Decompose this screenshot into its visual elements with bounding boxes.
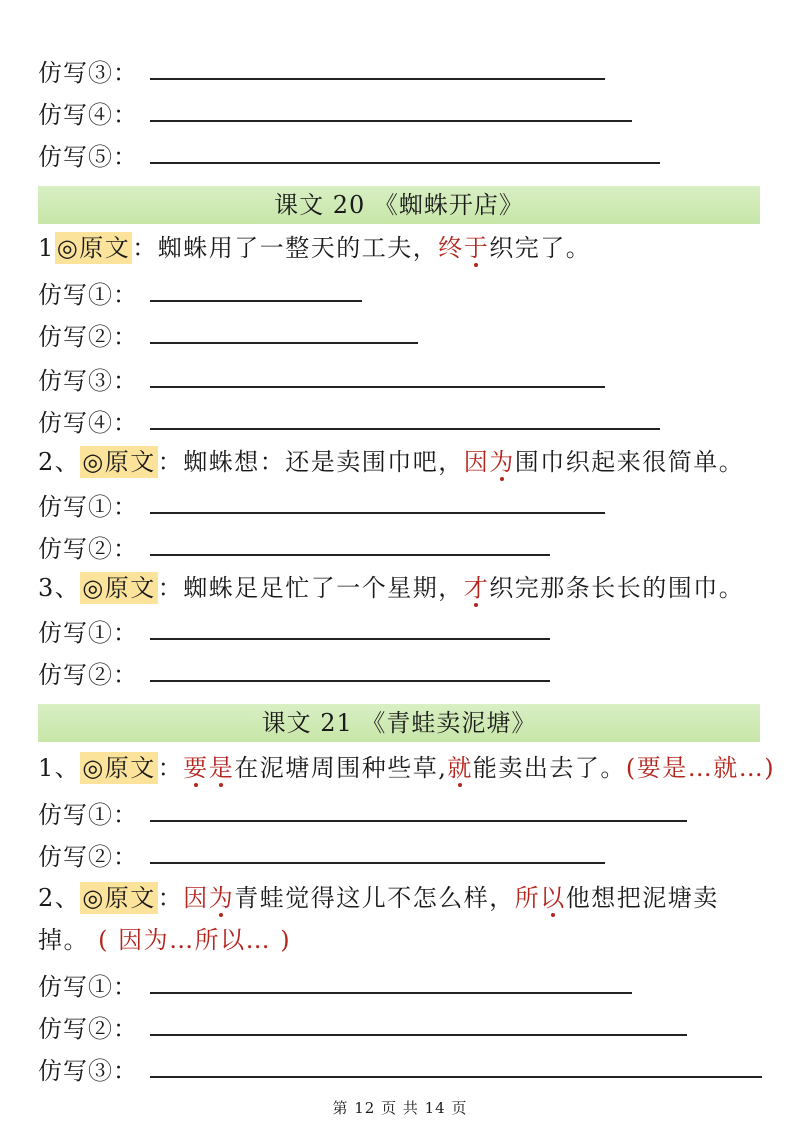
imitate-label: 仿写①： xyxy=(38,801,138,829)
imitate-label: 仿写②： xyxy=(38,1015,138,1043)
imitate-label: 仿写③： xyxy=(38,367,138,395)
lesson-20-header: 课文 20 《蜘蛛开店》 xyxy=(38,186,760,224)
lesson-21-header: 课文 21 《青蛙卖泥塘》 xyxy=(38,704,760,742)
imitate-line xyxy=(38,48,605,88)
answer-line[interactable] xyxy=(150,512,605,514)
imitate-label: 仿写①： xyxy=(38,619,138,647)
imitate-line xyxy=(38,1004,687,1044)
answer-line[interactable] xyxy=(150,992,632,994)
imitate-line xyxy=(38,608,550,648)
imitate-line xyxy=(38,482,605,522)
original-tag: ◎原文 xyxy=(82,884,156,912)
imitate-label: 仿写①： xyxy=(38,281,138,309)
imitate-label: 仿写②： xyxy=(38,323,138,351)
imitate-line xyxy=(38,790,687,830)
pattern-hint: ( 因为…所以… ) xyxy=(98,926,292,954)
original-tag: ◎原文 xyxy=(82,754,156,782)
keyword-dotted: 为 xyxy=(208,884,235,912)
original-tag: ◎原文 xyxy=(82,574,156,602)
imitate-line xyxy=(38,1046,762,1086)
imitate-label: 仿写②： xyxy=(38,535,138,563)
imitate-label: 仿写④： xyxy=(38,409,138,437)
lesson-20-sentence-2: 2、◎原文：蜘蛛想：还是卖围巾吧，因为围巾织起来很简单。 xyxy=(38,448,745,476)
imitate-line xyxy=(38,270,362,310)
answer-line[interactable] xyxy=(150,386,605,388)
page-footer: 第 12 页 共 14 页 xyxy=(332,1099,468,1117)
imitate-label: 仿写③： xyxy=(38,59,138,87)
answer-line[interactable] xyxy=(150,554,550,556)
keyword-dotted: 为 xyxy=(489,448,515,476)
lesson-20-sentence-1: 1◎原文：蜘蛛用了一整天的工夫，终于织完了。 xyxy=(38,234,592,262)
imitate-line xyxy=(38,132,660,172)
keyword: 所 xyxy=(514,884,541,912)
lesson-21-sentence-2: 2、◎原文：因为青蛙觉得这儿不怎么样，所以他想把泥塘卖 xyxy=(38,884,719,912)
answer-line[interactable] xyxy=(150,342,418,344)
keyword: 终 xyxy=(438,234,464,262)
keyword: 因 xyxy=(183,884,209,912)
keyword: 因 xyxy=(463,448,490,476)
imitate-line xyxy=(38,312,418,352)
imitate-label: 仿写④： xyxy=(38,101,138,129)
keyword-dotted: 要 xyxy=(183,754,209,782)
answer-line[interactable] xyxy=(150,1076,762,1078)
keyword-dotted: 以 xyxy=(540,884,566,912)
imitate-line xyxy=(38,962,632,1002)
imitate-line xyxy=(38,650,550,690)
answer-line[interactable] xyxy=(150,638,550,640)
original-tag: ◎原文 xyxy=(56,234,131,262)
imitate-label: 仿写③： xyxy=(38,1057,138,1085)
answer-line[interactable] xyxy=(150,162,660,164)
imitate-line xyxy=(38,398,660,438)
imitate-line xyxy=(38,832,605,872)
answer-line[interactable] xyxy=(150,78,605,80)
answer-line[interactable] xyxy=(150,820,687,822)
lesson-21-sentence-2-cont: 掉。 ( 因为…所以… ) xyxy=(38,926,292,954)
answer-line[interactable] xyxy=(150,300,362,302)
pattern-hint: (要是…就…) xyxy=(625,754,776,782)
imitate-line xyxy=(38,524,550,564)
keyword-dotted: 才 xyxy=(463,574,490,602)
imitate-line xyxy=(38,90,632,130)
lesson-21-sentence-1: 1、◎原文：要是在泥塘周围种些草,就能卖出去了。(要是…就…) xyxy=(38,754,776,782)
imitate-label: 仿写⑤： xyxy=(38,143,138,171)
keyword-dotted: 就 xyxy=(447,754,473,782)
imitate-label: 仿写①： xyxy=(38,493,138,521)
imitate-label: 仿写②： xyxy=(38,661,138,689)
imitate-label: 仿写②： xyxy=(38,843,138,871)
answer-line[interactable] xyxy=(150,862,605,864)
original-tag: ◎原文 xyxy=(82,448,156,476)
keyword-dotted: 是 xyxy=(208,754,235,782)
imitate-line xyxy=(38,356,605,396)
answer-line[interactable] xyxy=(150,1034,687,1036)
answer-line[interactable] xyxy=(150,120,632,122)
imitate-label: 仿写①： xyxy=(38,973,138,1001)
keyword-dotted: 于 xyxy=(463,234,490,262)
answer-line[interactable] xyxy=(150,428,660,430)
answer-line[interactable] xyxy=(150,680,550,682)
lesson-20-sentence-3: 3、◎原文：蜘蛛足足忙了一个星期，才织完那条长长的围巾。 xyxy=(38,574,745,602)
